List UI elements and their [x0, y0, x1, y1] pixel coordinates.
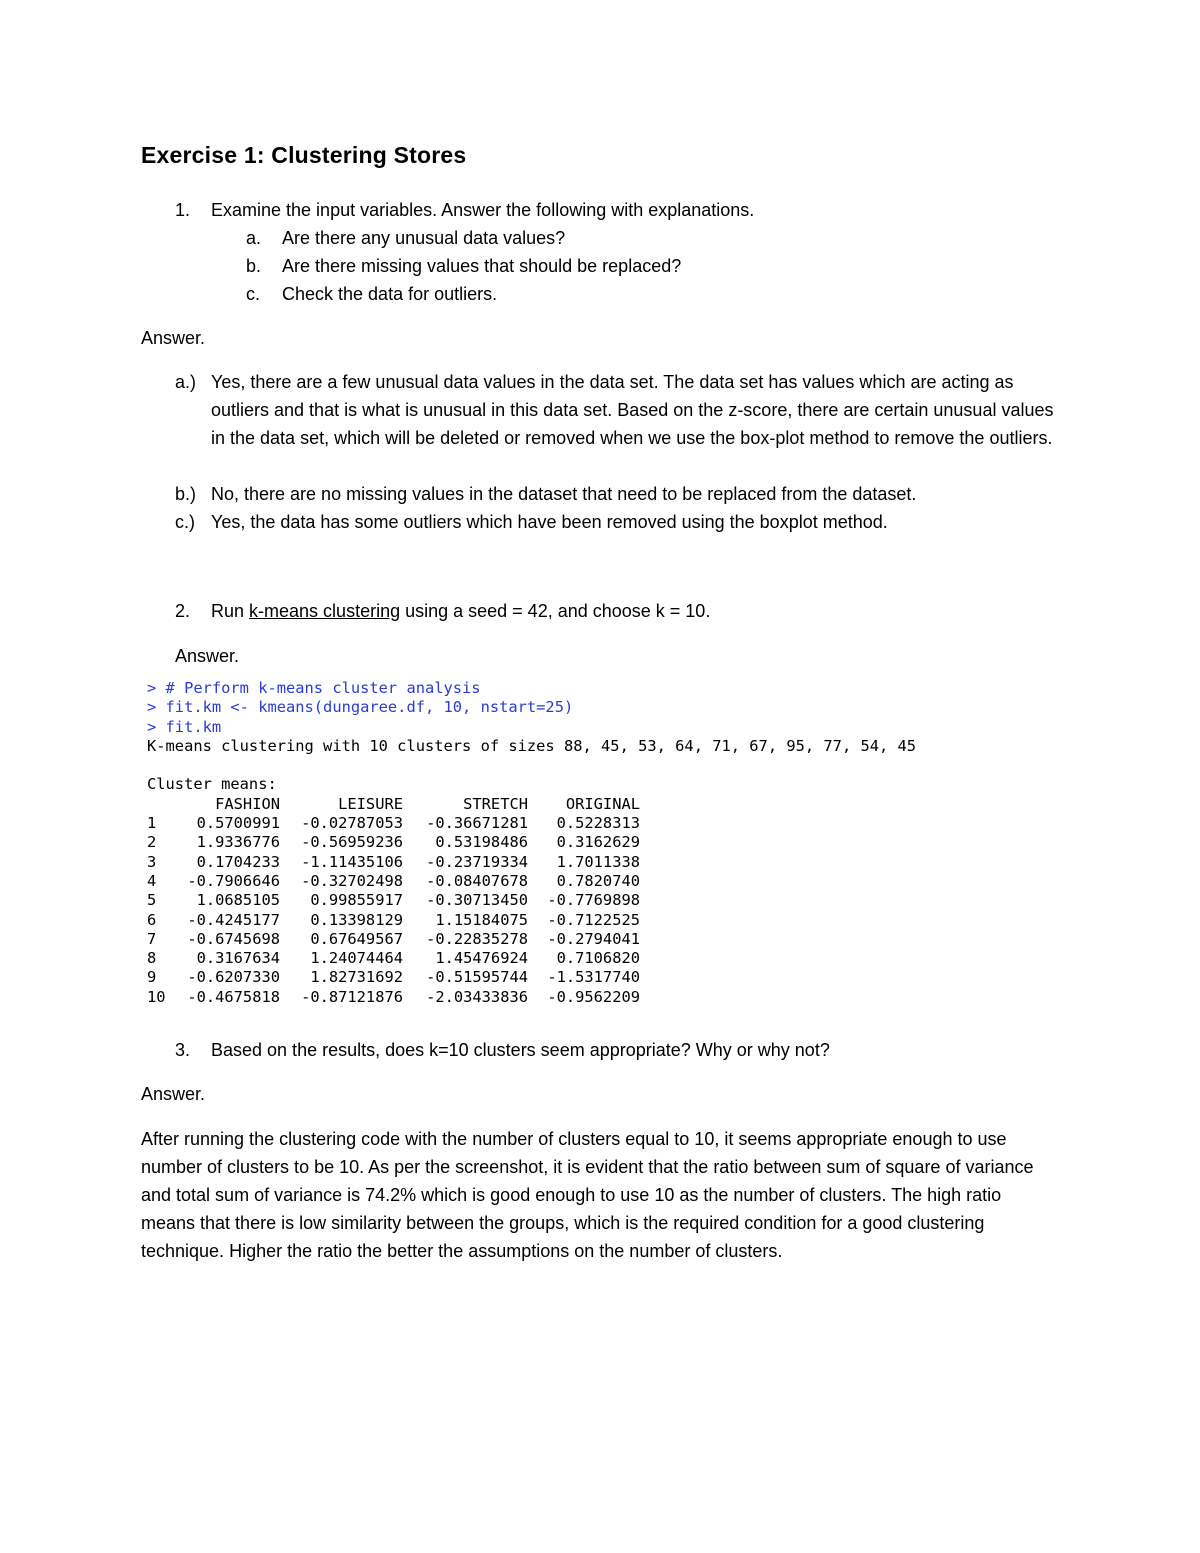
console-command-2: > fit.km <- kmeans(dungaree.df, 10, nstart=25) — [147, 698, 574, 717]
table-cell: 0.99855917 — [310, 891, 403, 910]
table-cell: 1.9336776 — [196, 833, 280, 852]
table-cell: 0.53198486 — [435, 833, 528, 852]
table-cell: -0.87121876 — [301, 987, 403, 1006]
q2-post: using a seed = 42, and choose k = 10. — [400, 601, 711, 621]
console-command-3: > fit.km — [147, 717, 222, 736]
table-cell: 0.7106820 — [556, 949, 640, 968]
table-row — [147, 814, 916, 833]
table-cell: -1.5317740 — [547, 968, 640, 987]
table-cell: 1.24074464 — [310, 949, 403, 968]
a1-c-text: Yes, the data has some outliers which have been removed using the boxplot method. — [211, 512, 888, 532]
answer-label-2: Answer. — [175, 646, 240, 666]
a1-a-label: a.) — [175, 372, 197, 392]
table-row — [147, 949, 916, 968]
table-cell: 0.3167634 — [196, 949, 280, 968]
q1-sub-c-label: c. — [246, 284, 261, 304]
answer-label-3: Answer. — [141, 1084, 206, 1104]
column-header: ORIGINAL — [565, 794, 640, 813]
table-row — [147, 872, 916, 891]
a1-c-label: c.) — [175, 512, 195, 532]
table-cell: 1.82731692 — [310, 968, 403, 987]
a1-b-text: No, there are no missing values in the dataset that need to be replaced from the dataset. — [211, 484, 917, 504]
table-cell: -1.11435106 — [301, 852, 403, 871]
table-row — [147, 833, 916, 852]
a3-text: After running the clustering code with the number of clusters equal to 10, it seems appropriate enough to use number of clusters to be 10. As per the screenshot, it is evident that the ratio between sum of square of variance and total sum of variance is 74.2% which is good enough to use 10 as the number of clusters. The high ratio means that there is low similarity between the groups, which is the required condition for a good clustering technique. Higher the ratio the better the assumptions on the number of clusters. — [141, 1129, 1034, 1261]
q1-sub-b-label: b. — [246, 256, 262, 276]
row-index: 3 — [147, 852, 157, 871]
q2-number: 2. — [175, 601, 191, 621]
column-header: LEISURE — [338, 794, 403, 813]
table-cell: 0.3162629 — [556, 833, 640, 852]
table-cell: -0.51595744 — [426, 968, 528, 987]
q1-sub-a-text: Are there any unusual data values? — [282, 228, 566, 248]
table-cell: 0.13398129 — [310, 910, 403, 929]
table-cell: -2.03433836 — [426, 987, 528, 1006]
q3-text: Based on the results, does k=10 clusters seem appropriate? Why or why not? — [211, 1040, 830, 1060]
table-cell: -0.32702498 — [301, 871, 403, 890]
cluster-means-rows — [147, 814, 916, 1007]
table-cell: 1.45476924 — [435, 949, 528, 968]
table-cell: 1.15184075 — [435, 910, 528, 929]
q3-number: 3. — [175, 1040, 191, 1060]
table-cell: -0.56959236 — [301, 833, 403, 852]
table-row — [147, 853, 916, 872]
table-cell: -0.9562209 — [547, 987, 640, 1006]
table-cell: 1.0685105 — [196, 891, 280, 910]
table-cell: -0.7122525 — [547, 910, 640, 929]
row-index: 7 — [147, 929, 157, 948]
table-cell: 0.67649567 — [310, 929, 403, 948]
r-console-output — [147, 679, 916, 1007]
column-header: STRETCH — [463, 794, 528, 813]
table-cell: -0.23719334 — [426, 852, 528, 871]
q1-sub-c-text: Check the data for outliers. — [282, 284, 498, 304]
console-blank — [147, 756, 916, 775]
answer-label-1: Answer. — [141, 328, 206, 348]
table-row — [147, 968, 916, 987]
table-cell: -0.4245177 — [187, 910, 280, 929]
table-cell: -0.22835278 — [426, 929, 528, 948]
table-cell: -0.36671281 — [426, 814, 528, 833]
table-cell: 0.5700991 — [196, 814, 280, 833]
page-title: Exercise 1: Clustering Stores — [141, 142, 467, 168]
row-index: 9 — [147, 968, 157, 987]
table-cell: -0.6745698 — [187, 929, 280, 948]
table-row — [147, 988, 916, 1007]
q2-text — [211, 597, 710, 625]
a1-a-text: Yes, there are a few unusual data values in the data set. The data set has values which are acting as outliers and that is what is unusual in this data set. Based on the z-score, there are certain unusual values in the data set, which will be deleted or removed when we use the box-plot method to remove the outliers. — [211, 372, 1054, 448]
q1-sub-b-text: Are there missing values that should be replaced? — [282, 256, 682, 276]
cluster-means-label: Cluster means: — [147, 775, 277, 794]
row-index: 2 — [147, 833, 157, 852]
k-means-clustering-link[interactable]: k-means clustering — [249, 601, 401, 621]
table-cell: 1.7011338 — [556, 852, 640, 871]
table-cell: -0.4675818 — [187, 987, 280, 1006]
table-cell: 0.5228313 — [556, 814, 640, 833]
table-cell: 0.1704233 — [196, 852, 280, 871]
table-cell: -0.2794041 — [547, 929, 640, 948]
column-header: FASHION — [215, 794, 280, 813]
cluster-means-header — [147, 795, 916, 814]
console-command-1: > # Perform k-means cluster analysis — [147, 679, 481, 697]
table-cell: -0.02787053 — [301, 814, 403, 833]
q1-sub-a-label: a. — [246, 228, 262, 248]
table-row — [147, 891, 916, 910]
table-cell: -0.6207330 — [187, 968, 280, 987]
console-summary: K-means clustering with 10 clusters of sizes 88, 45, 53, 64, 71, 67, 95, 77, 54, 45 — [147, 736, 917, 755]
table-row — [147, 911, 916, 930]
q1-number: 1. — [175, 200, 191, 220]
table-cell: -0.30713450 — [426, 891, 528, 910]
row-index: 10 — [147, 987, 166, 1006]
row-index: 8 — [147, 949, 157, 968]
row-index: 6 — [147, 910, 157, 929]
a1-b-label: b.) — [175, 484, 197, 504]
table-cell: -0.08407678 — [426, 871, 528, 890]
table-row — [147, 930, 916, 949]
row-index: 1 — [147, 814, 157, 833]
table-cell: -0.7906646 — [187, 871, 280, 890]
q2-pre: Run — [211, 601, 250, 621]
row-index: 4 — [147, 871, 157, 890]
table-cell: 0.7820740 — [556, 871, 640, 890]
table-cell: -0.7769898 — [547, 891, 640, 910]
q1-text: Examine the input variables. Answer the following with explanations. — [211, 200, 755, 220]
row-index: 5 — [147, 891, 157, 910]
